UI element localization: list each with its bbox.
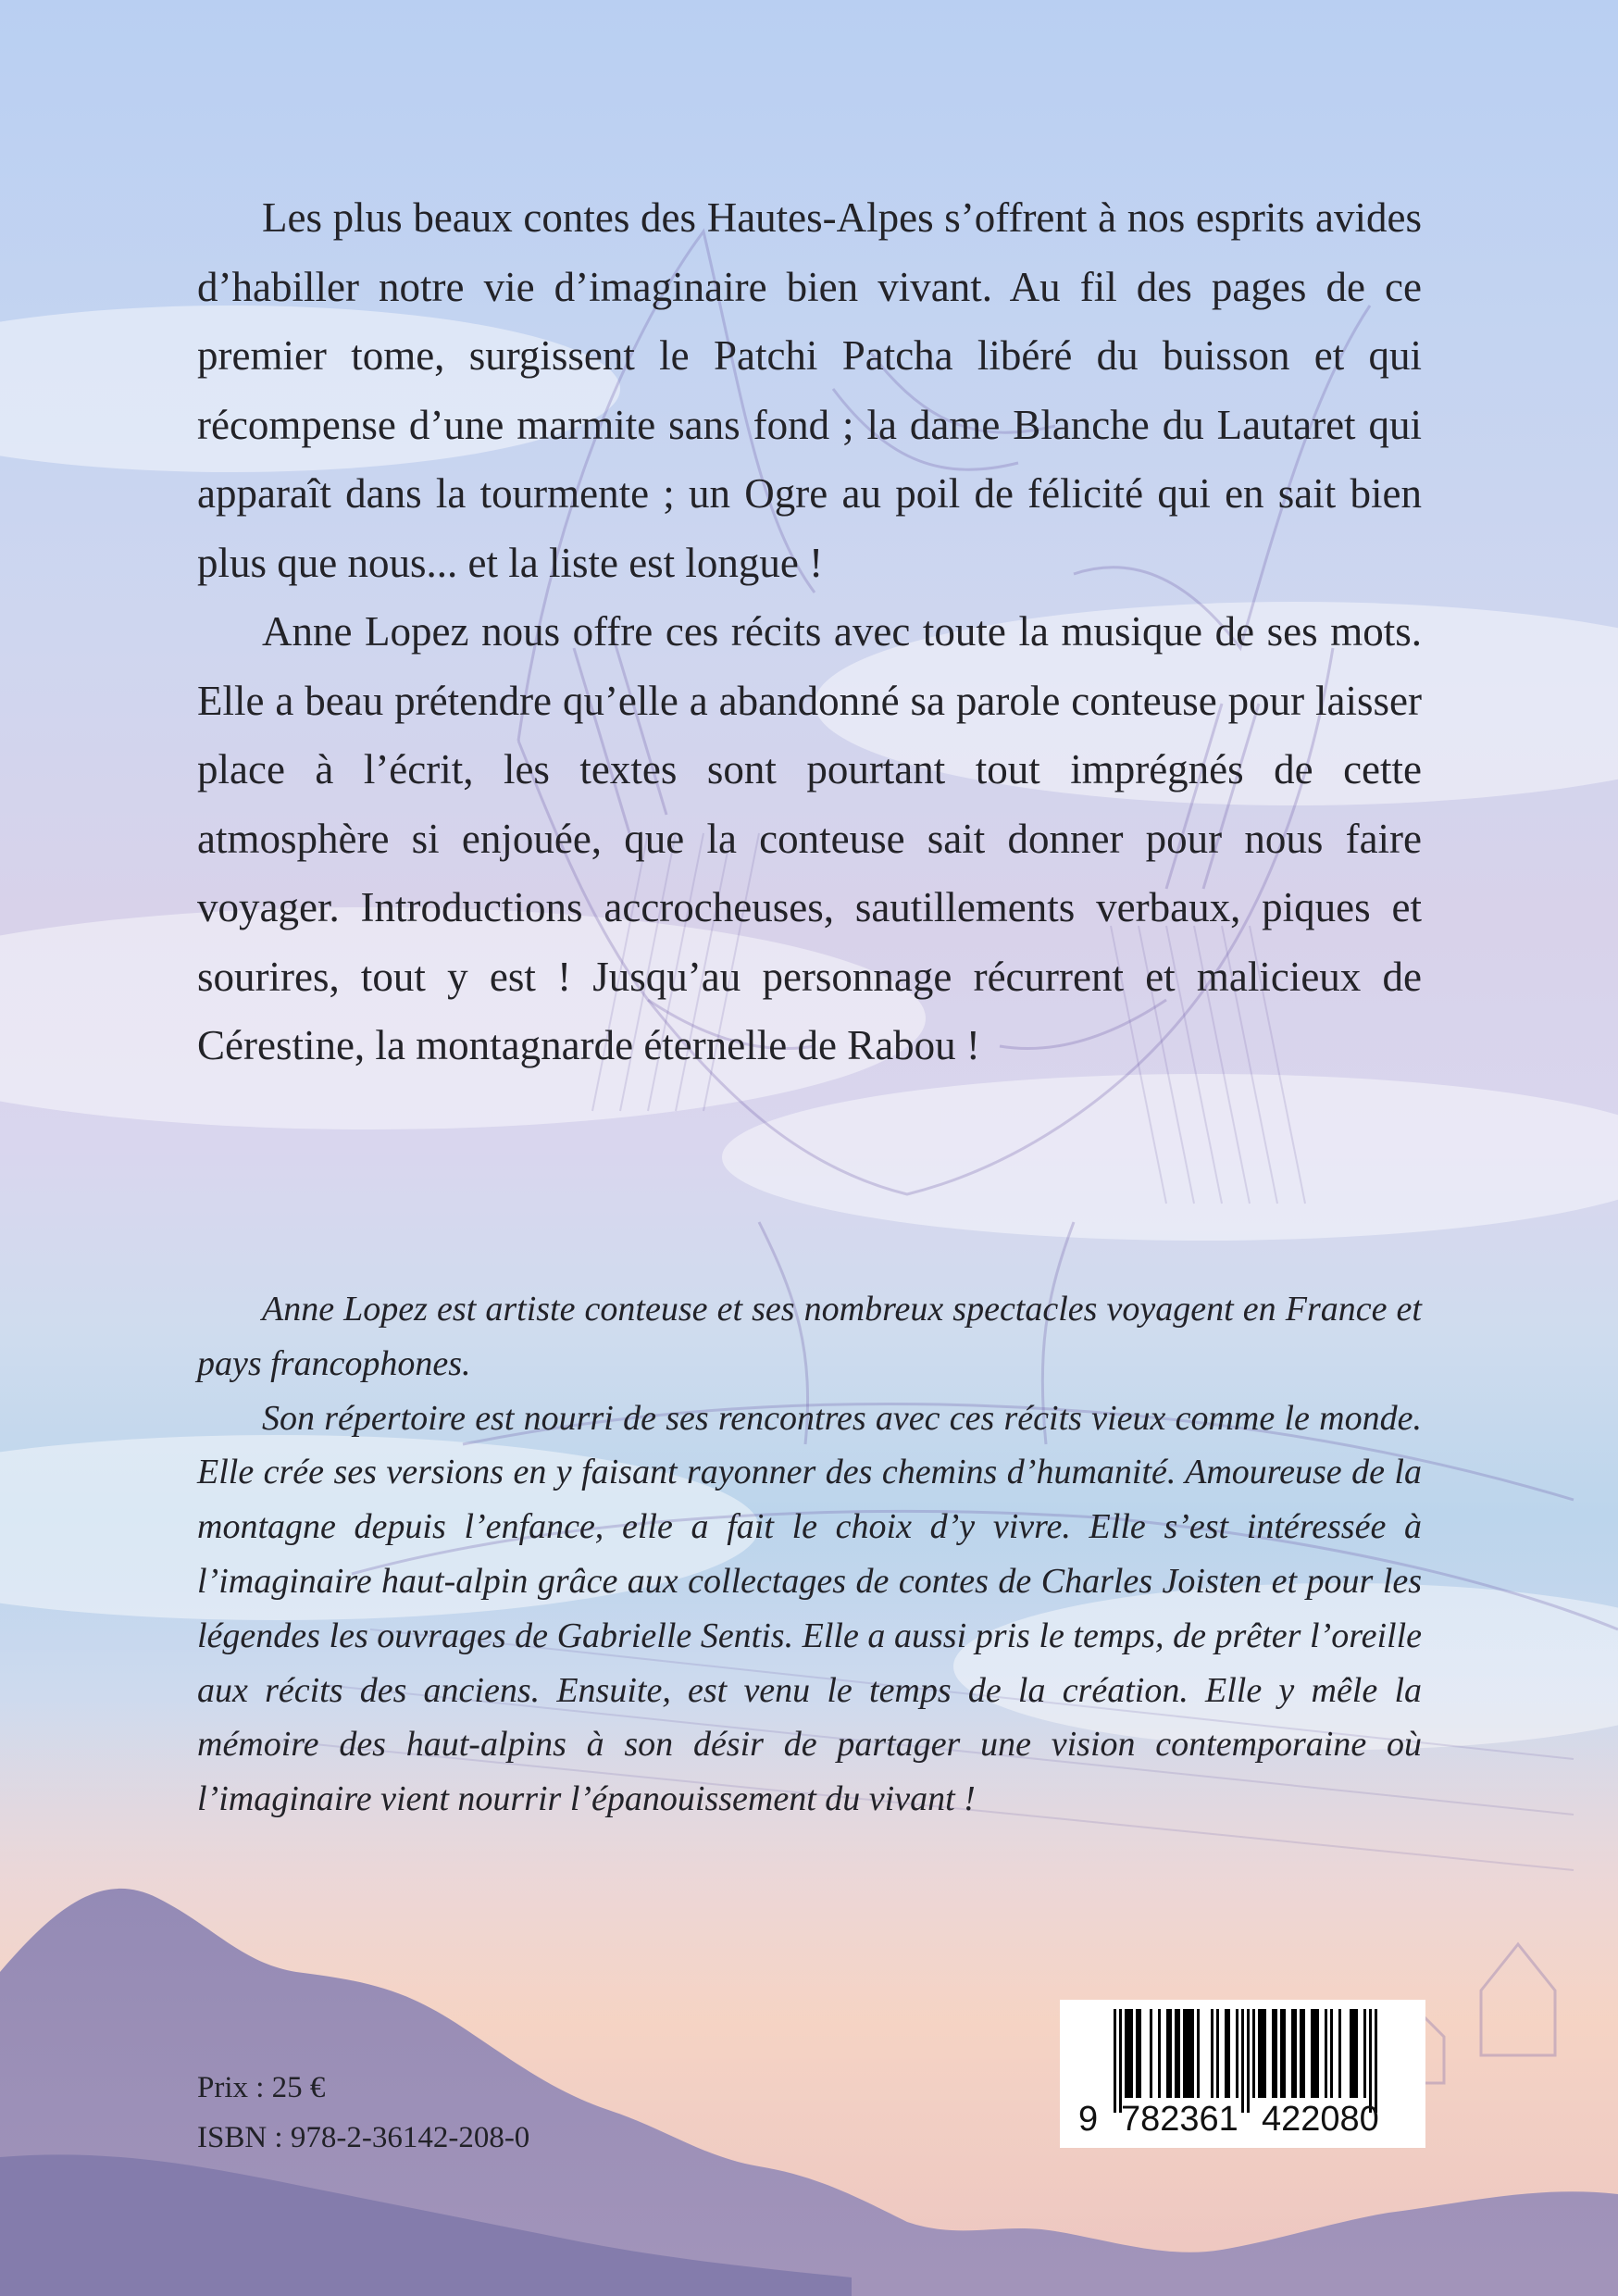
barcode-bar (1352, 2009, 1355, 2098)
barcode-bar (1350, 2009, 1352, 2098)
barcode-bar (1316, 2009, 1319, 2098)
barcode-right-group: 422080 (1262, 2100, 1379, 2139)
barcode-bar (1158, 2009, 1161, 2098)
barcode-bar (1183, 2009, 1186, 2098)
barcode-bar (1263, 2009, 1266, 2098)
barcode-bar (1150, 2009, 1152, 2098)
barcode-bar (1216, 2009, 1219, 2098)
bio-paragraph: Anne Lopez est artiste conteuse et ses nombreux spectacles voyagent en France et pays francophones. (197, 1290, 1422, 1383)
author-bio (197, 1282, 1422, 1827)
barcode-bar (1375, 2009, 1377, 2113)
barcode-bar (1139, 2009, 1141, 2098)
barcode-bar (1272, 2009, 1275, 2098)
barcode-bar (1241, 2009, 1244, 2113)
description-paragraph: Les plus beaux contes des Hautes-Alpes s’offrent à nos esprits avides d’habiller notre vie d’imaginaire bien vivant. Au fil des pages de ce premier tome, surgissent le Patchi Patcha libéré du buisson et qui récompense d’une marmite sans fond ; la dame Blanche du Lautaret qui apparaît dans la tourmente ; un Ogre au poil de félicité qui en sait bien plus que nous... et la liste est longue ! (197, 194, 1422, 586)
barcode-bar (1330, 2009, 1333, 2098)
barcode-bar (1136, 2009, 1139, 2098)
barcode-bar (1177, 2009, 1180, 2098)
barcode-bar (1280, 2009, 1283, 2098)
barcode-bar (1355, 2009, 1358, 2098)
description-text (197, 183, 1422, 1080)
barcode-bar (1363, 2009, 1366, 2098)
barcode-bar (1252, 2009, 1255, 2098)
barcode-bar (1261, 2009, 1263, 2098)
barcode-first-digit: 9 (1078, 2100, 1099, 2139)
barcode-bar (1227, 2009, 1230, 2098)
barcode-bar (1166, 2009, 1169, 2098)
barcode-bar (1325, 2009, 1327, 2098)
barcode-bar (1169, 2009, 1172, 2098)
barcode-bar (1186, 2009, 1189, 2098)
barcode-bar (1197, 2009, 1200, 2098)
barcode-bar (1225, 2009, 1227, 2098)
price-label: Prix : 25 € (197, 2071, 326, 2104)
barcode-left-group: 782361 (1121, 2100, 1238, 2139)
barcode-bar (1311, 2009, 1313, 2098)
isbn-label: ISBN : 978-2-36142-208-0 (197, 2121, 530, 2154)
barcode-bar (1294, 2009, 1297, 2098)
barcode-bar (1191, 2009, 1194, 2098)
barcode-bar (1119, 2009, 1122, 2113)
isbn-barcode (1060, 2000, 1425, 2148)
barcode-bar (1300, 2009, 1302, 2098)
barcode-bar (1369, 2009, 1372, 2113)
barcode-bar (1258, 2009, 1261, 2098)
barcode-bar (1283, 2009, 1286, 2098)
barcode-bar (1125, 2009, 1127, 2098)
barcode-bar (1236, 2009, 1238, 2098)
barcode-bar (1114, 2009, 1116, 2113)
bio-paragraph: Son répertoire est nourri de ses rencontres avec ces récits vieux comme le monde. Elle crée ses versions en y faisant rayonner des chemins d’humanité. Amoureuse de la montagne depuis l’enfance, elle a fait le choix d’y vivre. Elle s’est intéressée à l’imaginaire haut-alpin grâce aux collectages de contes de Charles Joisten et pour les légendes les ouvrages de Gabrielle Sentis. Elle a aussi pris le temps, de prêter l’oreille aux récits des anciens. Ensuite, est venu le temps de la création. Elle y mêle la mémoire des haut-alpins à son désir de partager une vision contemporaine où l’imaginaire vient nourrir l’épanouissement du vivant ! (197, 1398, 1422, 1819)
barcode-bar (1313, 2009, 1316, 2098)
book-info (197, 2063, 529, 2163)
barcode-bar (1291, 2009, 1294, 2098)
barcode-bar (1338, 2009, 1341, 2098)
barcode-bar (1130, 2009, 1133, 2098)
barcode-bar (1127, 2009, 1130, 2098)
barcode-bar (1247, 2009, 1250, 2113)
barcode-bar (1275, 2009, 1277, 2098)
barcode-bar (1189, 2009, 1191, 2098)
barcode-bar (1211, 2009, 1214, 2098)
barcode-bar (1175, 2009, 1177, 2098)
description-paragraph: Anne Lopez nous offre ces récits avec toute la musique de ses mots. Elle a beau prétendre qu’elle a abandonné sa parole conteuse pour laisser place à l’écrit, les textes sont pourtant tout imprégnés de cette atmosphère si enjouée, que la conteuse sait donner pour nous faire voyager. Introductions accrocheuses, sautillements verbaux, piques et sourires, tout y est ! Jusqu’au personnage récurrent et malicieux de Cérestine, la montagnarde éternelle de Rabou ! (197, 608, 1422, 1068)
barcode-bar (1302, 2009, 1305, 2098)
